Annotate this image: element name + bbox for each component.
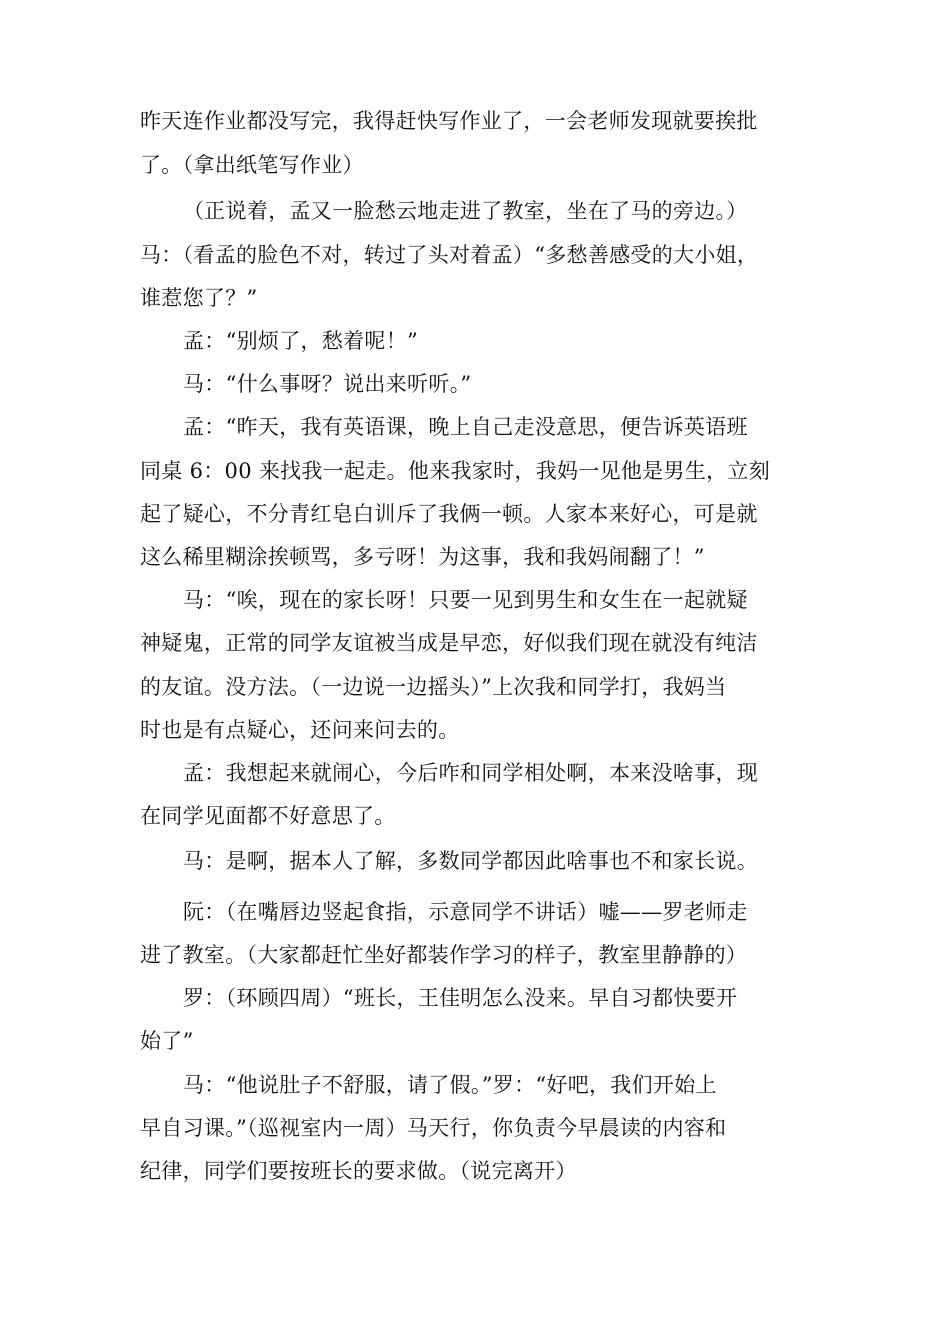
text-line: 的友谊。没方法。（一边说一边摇头）”上次我和同学打，我妈当 bbox=[140, 675, 727, 699]
text-line: 起了疑心，不分青红皂白训斥了我俩一顿。人家本来好心，可是就 bbox=[140, 502, 758, 526]
text-line: 孟：我想起来就闹心，今后咋和同学相处啊，本来没啥事，现 bbox=[183, 761, 759, 785]
text-line: 始了” bbox=[140, 1029, 194, 1053]
text-line: 马：是啊，据本人了解，多数同学都因此啥事也不和家长说。 bbox=[183, 849, 759, 873]
text-line: 这么稀里糊涂挨顿骂，多亏呀！为这事，我和我妈闹翻了！” bbox=[140, 545, 705, 569]
text-line: 马：“唉，现在的家长呀！只要一见到男生和女生在一起就疑 bbox=[183, 588, 748, 612]
text-line: 谁惹您了？” bbox=[140, 286, 258, 310]
text-line: 进了教室。（大家都赶忙坐好都装作学习的样子，教室里静静的） bbox=[140, 943, 748, 967]
text-line: 在同学见面都不好意思了。 bbox=[140, 804, 396, 828]
text-line: 早自习课。”（巡视室内一周）马天行，你负责今早晨读的内容和 bbox=[140, 1116, 727, 1140]
text-line: （正说着，孟又一脸愁云地走进了教室，坐在了马的旁边。） bbox=[183, 199, 748, 223]
text-line: 孟：“别烦了，愁着呢！” bbox=[183, 329, 419, 353]
text-line: 纪律，同学们要按班长的要求做。（说完离开） bbox=[140, 1159, 577, 1183]
text-line: 马：“什么事呀？说出来听听。” bbox=[183, 372, 472, 396]
text-line: 昨天连作业都没写完，我得赶快写作业了，一会老师发现就要挨批 bbox=[140, 109, 758, 133]
text-line: 马：“他说肚子不舒服，请了假。”罗：“好吧，我们开始上 bbox=[183, 1073, 717, 1097]
text-line: 孟：“昨天，我有英语课，晚上自己走没意思，便告诉英语班 bbox=[183, 415, 748, 439]
text-line: 了。（拿出纸笔写作业） bbox=[140, 153, 364, 177]
text-line: 神疑鬼，正常的同学友谊被当成是早恋，好似我们现在就没有纯洁 bbox=[140, 631, 758, 655]
text-line: 同桌 6：00 来找我一起走。他来我家时，我妈一见他是男生，立刻 bbox=[140, 459, 771, 483]
text-line: 马：（看孟的脸色不对，转过了头对着孟）“多愁善感受的大小姐， bbox=[140, 243, 759, 267]
text-line: 时也是有点疑心，还问来问去的。 bbox=[140, 718, 460, 742]
text-line: 阮：（在嘴唇边竖起食指，示意同学不讲话）嘘——罗老师走 bbox=[183, 900, 748, 924]
text-line: 罗：（环顾四周）“班长，王佳明怎么没来。早自习都快要开 bbox=[183, 986, 738, 1010]
